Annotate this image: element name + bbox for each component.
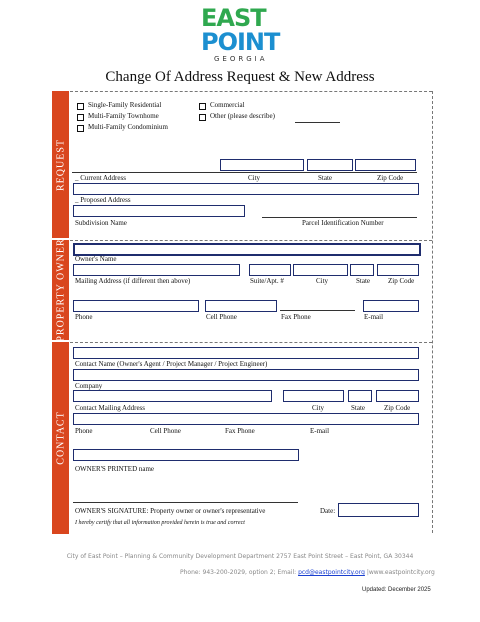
label-contact-email: E-mail — [310, 427, 330, 435]
label-contact-zip: Zip Code — [384, 404, 411, 412]
company-field[interactable] — [73, 369, 419, 381]
label-contact-cell: Cell Phone — [150, 427, 181, 435]
section-label-contact: CONTACT — [55, 411, 66, 465]
label-current-address: _ Current Address — [75, 174, 126, 182]
date-field[interactable] — [338, 503, 419, 517]
checkbox-single-family[interactable] — [77, 103, 84, 110]
logo-point: POINT — [201, 28, 280, 56]
subdivision-field[interactable] — [73, 205, 245, 217]
current-city-field[interactable] — [220, 159, 304, 171]
footer-address: City of East Point – Planning & Community Development Department 2757 East Point Street – East Point, GA 30344 — [66, 553, 414, 560]
label-owner-suite: Suite/Apt. # — [250, 277, 284, 285]
label-current-city: City — [248, 174, 261, 182]
footer-website: |www.eastpointcity.org — [366, 569, 435, 576]
checkbox-label-other: Other (please describe) — [210, 112, 275, 120]
sidebar-contact — [52, 342, 69, 534]
label-parcel: Parcel Identification Number — [302, 219, 384, 227]
current-zip-field[interactable] — [355, 159, 416, 171]
checkbox-label-multi-townhome: Multi-Family Townhome — [88, 112, 159, 120]
contact-zip-field[interactable] — [376, 390, 419, 402]
label-contact-state: State — [351, 404, 365, 412]
owner-mailing-field[interactable] — [73, 264, 240, 276]
checkbox-commercial[interactable] — [199, 103, 206, 110]
owner-signature-line[interactable] — [73, 502, 298, 503]
sidebar-property-owner — [52, 240, 69, 340]
label-owner-signature: OWNER'S SIGNATURE: Property owner or owner's representative — [75, 507, 266, 515]
other-describe-line[interactable] — [295, 122, 340, 123]
label-current-zip: Zip Code — [377, 174, 404, 182]
section-label-property-owner: PROPERTY OWNER — [55, 238, 66, 342]
owner-suite-field[interactable] — [249, 264, 291, 276]
checkbox-label-commercial: Commercial — [210, 101, 245, 109]
label-contact-city: City — [312, 404, 325, 412]
owner-zip-field[interactable] — [377, 264, 419, 276]
label-date: Date: — [320, 507, 336, 515]
owner-cell-field[interactable] — [205, 300, 277, 312]
label-owner-mailing: Mailing Address (if different then above) — [75, 277, 191, 285]
certify-note: I hereby certify that all information provided herein is true and correct — [75, 520, 245, 526]
page-title: Change Of Address Request & New Address — [105, 69, 375, 85]
label-owner-fax: Fax Phone — [281, 313, 311, 321]
checkbox-multi-townhome[interactable] — [77, 114, 84, 121]
label-owner-city: City — [316, 277, 329, 285]
footer-contact — [180, 569, 435, 576]
label-owner-cell: Cell Phone — [206, 313, 237, 321]
label-contact-mailing: Contact Mailing Address — [75, 404, 145, 412]
label-owner-state: State — [356, 277, 370, 285]
checkbox-label-multi-condo: Multi-Family Condominium — [88, 123, 168, 131]
section-divider — [70, 240, 432, 241]
checkbox-label-single-family: Single-Family Residential — [88, 101, 162, 109]
section-divider — [70, 342, 432, 343]
label-owner-phone: Phone — [75, 313, 93, 321]
sidebar-request — [52, 91, 69, 238]
contact-mailing-field[interactable] — [73, 390, 272, 402]
label-owner-name: Owner's Name — [75, 255, 117, 263]
section-divider — [70, 91, 432, 92]
checkbox-other[interactable] — [199, 114, 206, 121]
label-owner-email: E-mail — [364, 313, 384, 321]
proposed-address-field[interactable] — [73, 183, 419, 195]
contact-name-field[interactable] — [73, 347, 419, 359]
label-company: Company — [75, 382, 103, 390]
current-address-line[interactable] — [72, 172, 417, 173]
owner-fax-line[interactable] — [280, 310, 355, 311]
label-owner-printed-name: OWNER'S PRINTED name — [75, 465, 155, 473]
contact-city-field[interactable] — [283, 390, 344, 402]
owner-state-field[interactable] — [350, 264, 374, 276]
label-proposed-address: _ Proposed Address — [75, 196, 131, 204]
form-border-right — [432, 91, 433, 533]
checkbox-multi-condo[interactable] — [77, 125, 84, 132]
logo-georgia: GEORGIA — [214, 55, 268, 63]
label-subdivision: Subdivision Name — [75, 219, 127, 227]
owner-city-field[interactable] — [293, 264, 348, 276]
current-state-field[interactable] — [307, 159, 353, 171]
label-current-state: State — [318, 174, 332, 182]
owner-email-field[interactable] — [363, 300, 419, 312]
contact-state-field[interactable] — [348, 390, 372, 402]
label-owner-zip: Zip Code — [388, 277, 415, 285]
contact-phone-row-field[interactable] — [73, 413, 419, 425]
owner-name-field[interactable] — [73, 243, 421, 256]
parcel-id-line[interactable] — [262, 217, 417, 218]
label-contact-phone: Phone — [75, 427, 93, 435]
owner-printed-name-field[interactable] — [73, 449, 299, 461]
section-label-request: REQUEST — [55, 138, 66, 191]
label-contact-fax: Fax Phone — [225, 427, 255, 435]
footer-email-link[interactable]: pcd@eastpointcity.org — [298, 569, 365, 576]
logo-east: EAST — [201, 4, 266, 32]
label-contact-name: Contact Name (Owner's Agent / Project Manager / Project Engineer) — [75, 360, 268, 368]
footer-phone: Phone: 943-200-2029, option 2; Email: — [180, 569, 297, 576]
updated-date: Updated: December 2025 — [362, 587, 431, 593]
owner-phone-field[interactable] — [73, 300, 199, 312]
